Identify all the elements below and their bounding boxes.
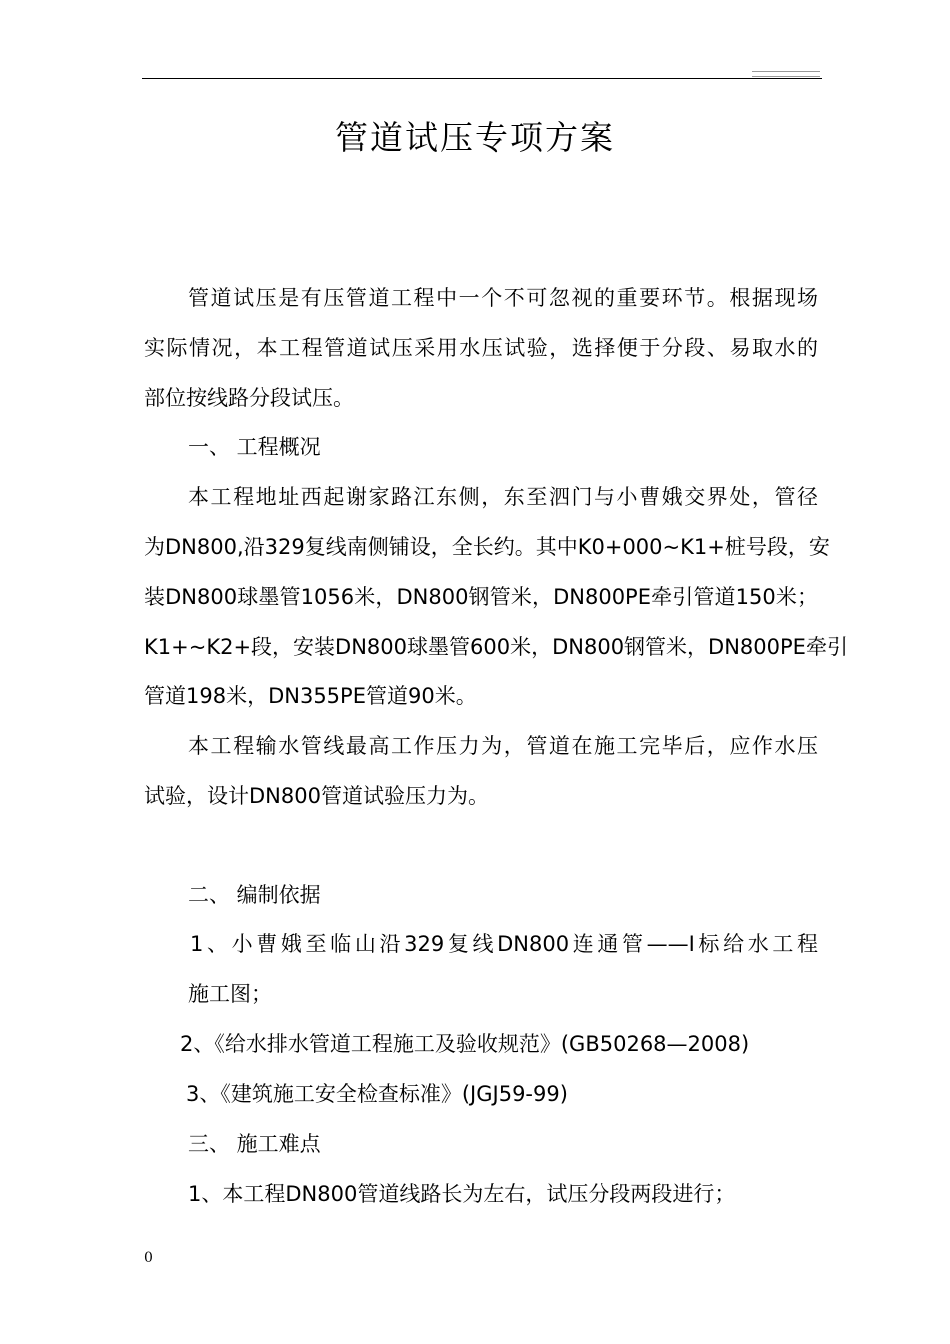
- header-rule: [142, 78, 822, 79]
- section-1-para1-line-4: K1+~K2+段，安装DN800球墨管600米，DN800钢管米，DN800PE牵引: [144, 635, 848, 659]
- section-2-item-3: 3、《建筑施工安全检查标准》(JGJ59-99): [186, 1082, 568, 1106]
- section-1-para1-line-2: 为DN800,沿329复线南侧铺设，全长约。其中K0+000~K1+桩号段，安: [144, 535, 830, 559]
- section-2-item-1-cont: 施工图；: [188, 982, 272, 1006]
- intro-line-3: 部位按线路分段试压。: [144, 386, 354, 410]
- intro-line-2: 实际情况，本工程管道试压采用水压试验，选择便于分段、易取水的: [144, 336, 818, 360]
- section-1-para2-line-2: 试验，设计DN800管道试验压力为。: [144, 784, 489, 808]
- header-mark: [752, 71, 820, 77]
- section-1-para1-line-5: 管道198米，DN355PE管道90米。: [144, 684, 477, 708]
- section-1-para1-line-1: 本工程地址西起谢家路江东侧，东至泗门与小曹娥交界处，管径: [188, 485, 818, 509]
- document-title: 管道试压专项方案: [335, 118, 615, 157]
- section-3-heading: 三、 施工难点: [188, 1132, 321, 1156]
- page-number: 0: [144, 1250, 153, 1266]
- section-1-para1-line-3: 装DN800球墨管1056米，DN800钢管米，DN800PE牵引管道150米；: [144, 585, 818, 609]
- section-1-heading: 一、 工程概况: [188, 435, 321, 459]
- section-1-para2-line-1: 本工程输水管线最高工作压力为，管道在施工完毕后，应作水压: [188, 734, 818, 758]
- section-2-heading: 二、 编制依据: [188, 883, 321, 907]
- section-2-item-2: 2、《给水排水管道工程施工及验收规范》(GB50268—2008): [180, 1032, 750, 1056]
- section-2-item-1: 1、小曹娥至临山沿329复线DN800连通管——I标给水工程: [190, 932, 818, 956]
- section-3-item-1: 1、本工程DN800管道线路长为左右，试压分段两段进行；: [188, 1182, 736, 1206]
- intro-line-1: 管道试压是有压管道工程中一个不可忽视的重要环节。根据现场: [188, 286, 818, 310]
